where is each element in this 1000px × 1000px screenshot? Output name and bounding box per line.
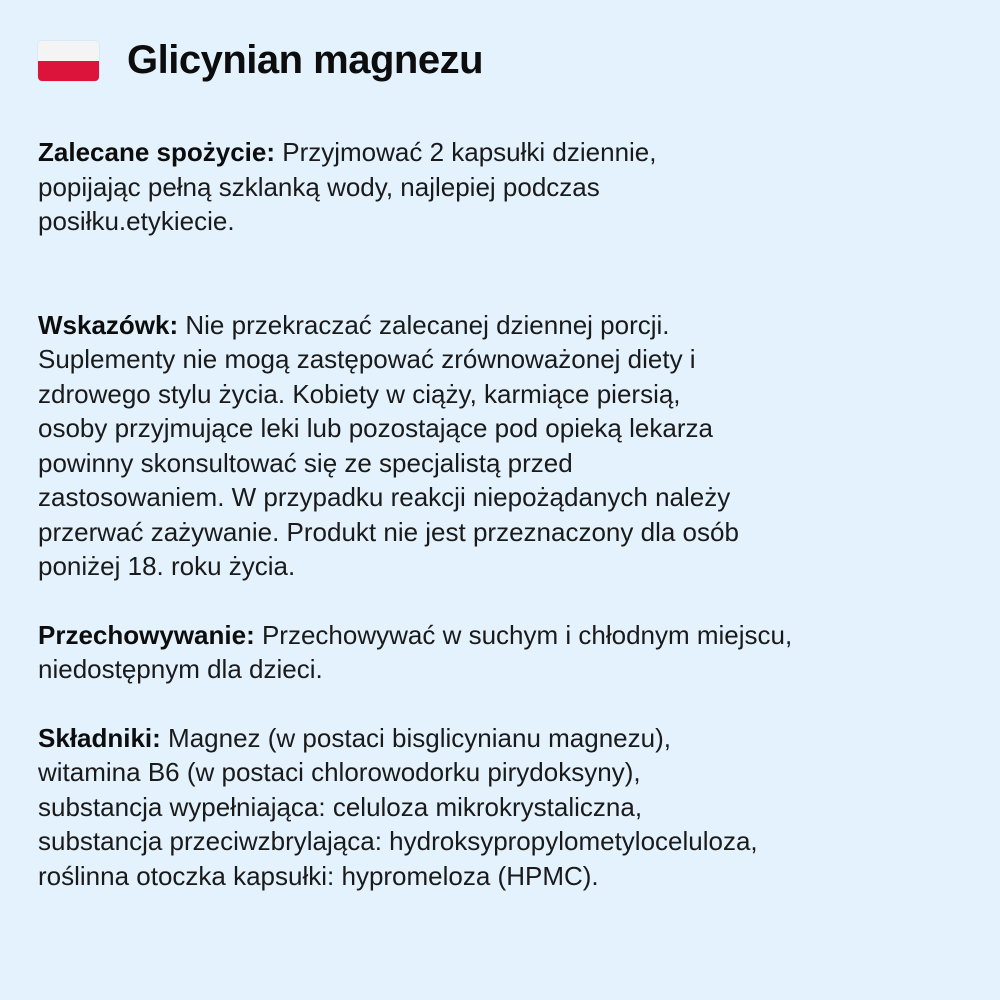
storage-section bbox=[38, 618, 938, 687]
poland-flag-icon bbox=[38, 41, 99, 81]
ingredients-text: Magnez (w postaci bisglicynianu magnezu), witamina B6 (w postaci chlorowodorku pirydoksyny), substancja wypełniająca: celuloza mikrokrystaliczna, substancja przeciwzbrylająca: hydroksypropylometyloceluloza, roślinna otoczka kapsułki: hypromeloza (HPMC). bbox=[38, 722, 758, 891]
ingredients-section bbox=[38, 721, 938, 894]
storage-text: Przechowywać w suchym i chłodnym miejscu, niedostępnym dla dzieci. bbox=[38, 619, 793, 684]
warnings-section bbox=[38, 308, 938, 584]
recommended-intake-section bbox=[38, 135, 938, 239]
flag-red-stripe bbox=[38, 61, 99, 81]
storage-label: Przechowywanie: bbox=[38, 619, 255, 650]
warnings-label: Wskazówk: bbox=[38, 309, 179, 340]
ingredients-label: Składniki: bbox=[38, 722, 161, 753]
warnings-text: Nie przekraczać zalecanej dziennej porcji. Suplementy nie mogą zastępować zrównoważonej diety i zdrowego stylu życia. Kobiety w ciąży, karmiące piersią, osoby przyjmujące leki lub pozostające pod opieką lekarza powinny skonsultować się ze specjalistą przed zastosowaniem. W przypadku reakcji niepożądanych należy przerwać zażywanie. Produkt nie jest przeznaczony dla osób poniżej 18. roku życia. bbox=[38, 309, 739, 581]
product-info bbox=[38, 135, 938, 893]
recommended-intake-text: Przyjmować 2 kapsułki dziennie, popijając pełną szklanką wody, najlepiej podczas posiłku.etykiecie. bbox=[38, 137, 657, 236]
page-title: Glicynian magnezu bbox=[127, 38, 484, 82]
recommended-intake-label: Zalecane spożycie: bbox=[38, 137, 275, 167]
page-header bbox=[38, 38, 483, 83]
flag-white-stripe bbox=[38, 41, 99, 61]
